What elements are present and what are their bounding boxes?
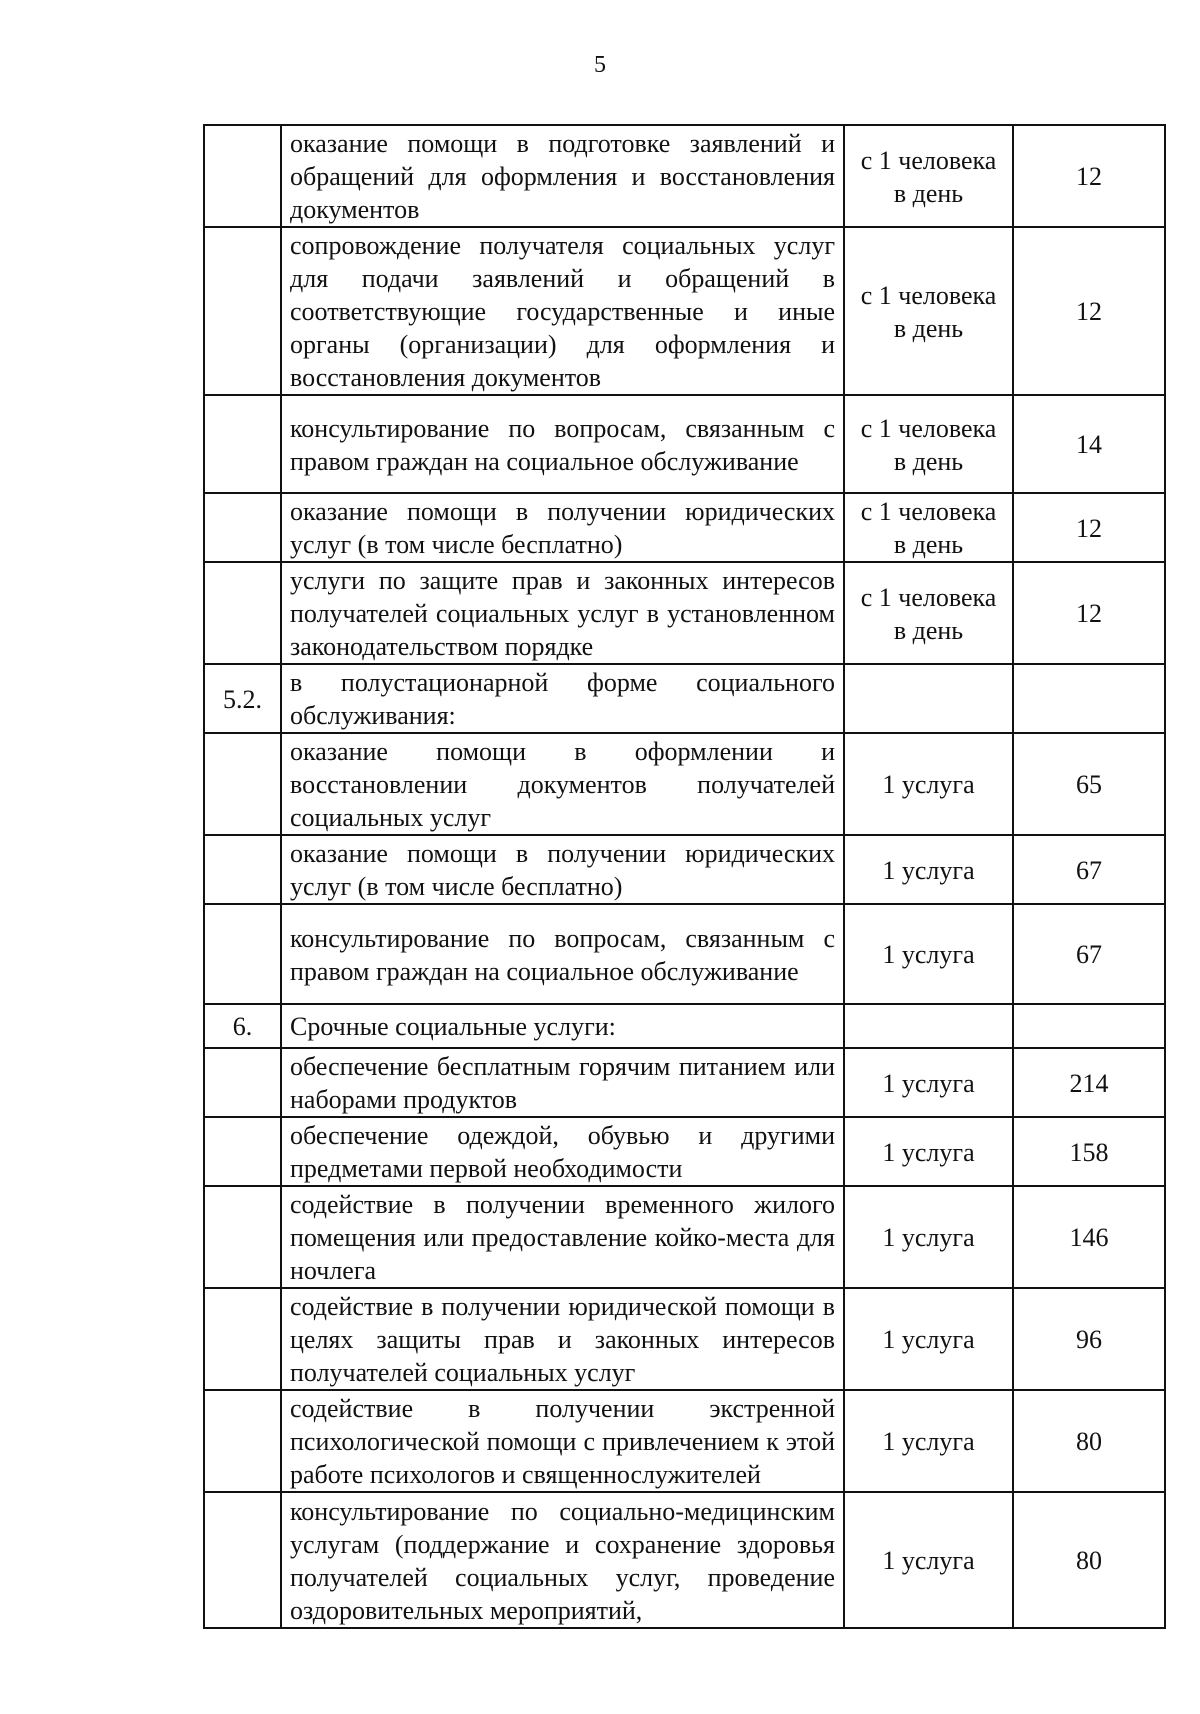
row-number (204, 395, 281, 493)
service-description: консультирование по социально-медицинским услугам (поддержание и сохранение здоровья получателей социальных услуг, проведение оздоровительных мероприятий, (281, 1492, 844, 1628)
service-description: содействие в получении временного жилого помещения или предоставление койко-места для ночлега (281, 1186, 844, 1288)
service-value: 80 (1013, 1492, 1165, 1628)
service-value: 80 (1013, 1390, 1165, 1492)
services-table (203, 124, 1166, 1629)
table-row (204, 1390, 1165, 1492)
service-value: 14 (1013, 395, 1165, 493)
service-unit: с 1 человека в день (844, 395, 1013, 493)
section-number: 6. (204, 1004, 281, 1048)
table-row (204, 733, 1165, 835)
table-row (204, 395, 1165, 493)
table-row (204, 835, 1165, 904)
service-unit: 1 услуга (844, 1186, 1013, 1288)
service-unit: с 1 человека в день (844, 227, 1013, 395)
service-value: 96 (1013, 1288, 1165, 1390)
service-value: 12 (1013, 562, 1165, 664)
table-row (204, 562, 1165, 664)
section-title: Срочные социальные услуги: (281, 1004, 844, 1048)
row-number (204, 1048, 281, 1117)
service-unit: 1 услуга (844, 1288, 1013, 1390)
service-unit: 1 услуга (844, 733, 1013, 835)
service-unit: с 1 человека в день (844, 493, 1013, 562)
row-number (204, 1288, 281, 1390)
service-unit: 1 услуга (844, 1390, 1013, 1492)
service-description: услуги по защите прав и законных интересов получателей социальных услуг в установленном законодательством порядке (281, 562, 844, 664)
section-row (204, 1004, 1165, 1048)
service-value: 65 (1013, 733, 1165, 835)
page-number: 5 (594, 52, 606, 78)
section-title: в полустационарной форме социального обслуживания: (281, 664, 844, 733)
row-number (204, 227, 281, 395)
service-unit (844, 1004, 1013, 1048)
service-unit: 1 услуга (844, 1492, 1013, 1628)
section-row (204, 664, 1165, 733)
table-row (204, 1492, 1165, 1628)
service-description: содействие в получении юридической помощи в целях защиты прав и законных интересов получателей социальных услуг (281, 1288, 844, 1390)
row-number (204, 562, 281, 664)
table-row (204, 493, 1165, 562)
table-row (204, 1048, 1165, 1117)
service-unit: 1 услуга (844, 904, 1013, 1004)
service-unit: 1 услуга (844, 1117, 1013, 1186)
table-row (204, 1117, 1165, 1186)
row-number (204, 493, 281, 562)
service-description: консультирование по вопросам, связанным с правом граждан на социальное обслуживание (281, 904, 844, 1004)
service-description: содействие в получении экстренной психологической помощи с привлечением к этой работе психологов и священнослужителей (281, 1390, 844, 1492)
service-value: 12 (1013, 227, 1165, 395)
service-value (1013, 664, 1165, 733)
service-value: 12 (1013, 125, 1165, 227)
row-number (204, 733, 281, 835)
row-number (204, 125, 281, 227)
service-unit: 1 услуга (844, 1048, 1013, 1117)
service-unit: с 1 человека в день (844, 562, 1013, 664)
row-number (204, 1390, 281, 1492)
table-row (204, 904, 1165, 1004)
services-table-body (204, 125, 1165, 1628)
service-value: 67 (1013, 835, 1165, 904)
service-value: 67 (1013, 904, 1165, 1004)
table-row (204, 227, 1165, 395)
service-description: обеспечение одеждой, обувью и другими предметами первой необходимости (281, 1117, 844, 1186)
service-description: консультирование по вопросам, связанным с правом граждан на социальное обслуживание (281, 395, 844, 493)
row-number (204, 1186, 281, 1288)
service-description: оказание помощи в оформлении и восстановлении документов получателей социальных услуг (281, 733, 844, 835)
service-description: сопровождение получателя социальных услуг для подачи заявлений и обращений в соответствующие государственные и иные органы (организации) для оформления и восстановления документов (281, 227, 844, 395)
service-value (1013, 1004, 1165, 1048)
row-number (204, 1117, 281, 1186)
service-description: обеспечение бесплатным горячим питанием или наборами продуктов (281, 1048, 844, 1117)
service-value: 158 (1013, 1117, 1165, 1186)
section-number: 5.2. (204, 664, 281, 733)
service-unit: с 1 человека в день (844, 125, 1013, 227)
service-unit: 1 услуга (844, 835, 1013, 904)
row-number (204, 1492, 281, 1628)
row-number (204, 904, 281, 1004)
service-value: 146 (1013, 1186, 1165, 1288)
service-description: оказание помощи в получении юридических услуг (в том числе бесплатно) (281, 835, 844, 904)
service-value: 12 (1013, 493, 1165, 562)
row-number (204, 835, 281, 904)
table-row (204, 125, 1165, 227)
service-description: оказание помощи в получении юридических услуг (в том числе бесплатно) (281, 493, 844, 562)
table-row (204, 1186, 1165, 1288)
service-unit (844, 664, 1013, 733)
service-description: оказание помощи в подготовке заявлений и обращений для оформления и восстановления документов (281, 125, 844, 227)
table-row (204, 1288, 1165, 1390)
service-value: 214 (1013, 1048, 1165, 1117)
